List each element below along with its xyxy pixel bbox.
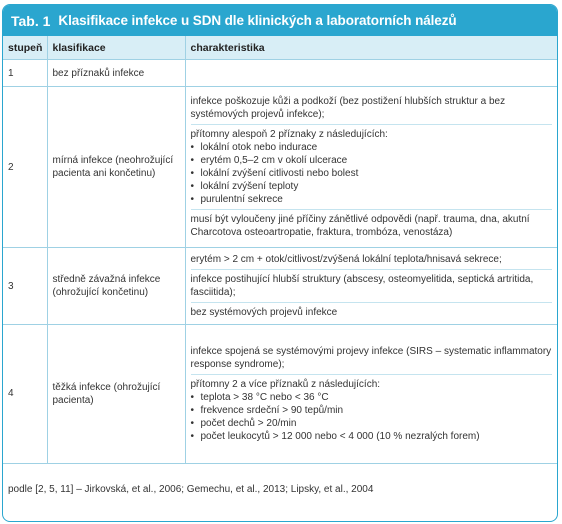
characteristics-block bbox=[191, 374, 553, 446]
characteristics-text: bez systémových projevů infekce bbox=[191, 302, 553, 322]
list-item: • erytém 0,5–2 cm v okolí ulcerace bbox=[191, 154, 553, 167]
list-item: • frekvence srdeční > 90 tepů/min bbox=[191, 404, 553, 417]
table-row bbox=[3, 60, 557, 87]
characteristics-cell bbox=[185, 60, 557, 87]
characteristics-text: přítomny 2 a více příznaků z následujících: bbox=[190, 378, 381, 390]
classification-cell: těžká infekce (ohrožující pacienta) bbox=[47, 325, 185, 463]
characteristics-text: erytém > 2 cm + otok/citlivost/zvýšená lokální teplota/hnisavá sekrece; bbox=[190, 254, 502, 265]
table-row bbox=[3, 325, 557, 463]
characteristics-cell bbox=[185, 87, 557, 248]
list-item: • lokální zvýšení citlivosti nebo bolest bbox=[191, 167, 553, 180]
header-row bbox=[3, 36, 557, 60]
classification-cell: středně závažná infekce (ohrožující končetinu) bbox=[47, 248, 185, 325]
characteristics-block bbox=[191, 124, 553, 209]
header-classification: klasifikace bbox=[47, 36, 185, 60]
characteristics-cell bbox=[185, 325, 557, 463]
stage-cell: 2 bbox=[3, 87, 47, 248]
table-caption: Klasifikace infekce u SDN dle klinických a laboratorních nálezů bbox=[58, 13, 457, 28]
table-frame bbox=[2, 4, 558, 522]
classification-table bbox=[3, 36, 557, 463]
classification-cell: bez příznaků infekce bbox=[47, 60, 185, 87]
header-stage: stupeň bbox=[3, 36, 47, 60]
characteristics-text: přítomny alespoň 2 příznaky z následujících: bbox=[190, 129, 388, 140]
list-item: • počet dechů > 20/min bbox=[191, 417, 553, 430]
list-item: • teplota > 38 °C nebo < 36 °C bbox=[191, 391, 553, 404]
classification-cell: mírná infekce (neohrožující pacienta ani končetinu) bbox=[47, 87, 185, 248]
characteristics-text: infekce spojená se systémovými projevy infekce (SIRS – systematic inflammatory response syndrome); bbox=[190, 345, 552, 370]
table-title bbox=[3, 5, 557, 36]
list-item: • purulentní sekrece bbox=[191, 193, 553, 206]
characteristics-text: infekce poškozuje kůži a podkoží (bez postižení hlubších struktur a bez systémových projevů infekce); bbox=[190, 96, 506, 120]
table-row bbox=[3, 248, 557, 325]
header-characteristics: charakteristika bbox=[185, 36, 557, 60]
characteristics-text: musí být vyloučeny jiné příčiny zánětlivé odpovědi (např. trauma, dna, akutní Charcotova osteoartropatie, fraktura, trombóza, venostáza) bbox=[191, 209, 553, 242]
list-item: • lokální otok nebo indurace bbox=[191, 141, 553, 154]
source-note: podle [2, 5, 11] – Jirkovská, et al., 2006; Gemechu, et al., 2013; Lipsky, et al., 2004 bbox=[3, 463, 557, 516]
symptom-list bbox=[191, 141, 553, 206]
stage-cell: 1 bbox=[3, 60, 47, 87]
list-item: • počet leukocytů > 12 000 nebo < 4 000 (10 % nezralých forem) bbox=[191, 430, 553, 443]
characteristics-text: infekce postihující hlubší struktury (abscesy, osteomyelitida, septická artritida, fasciitida); bbox=[191, 269, 553, 302]
characteristics-cell bbox=[185, 248, 557, 325]
symptom-list bbox=[191, 391, 553, 443]
stage-cell: 3 bbox=[3, 248, 47, 325]
list-item: • lokální zvýšení teploty bbox=[191, 180, 553, 193]
stage-cell: 4 bbox=[3, 325, 47, 463]
table-row bbox=[3, 87, 557, 248]
table-number: Tab. 1 bbox=[11, 12, 51, 29]
